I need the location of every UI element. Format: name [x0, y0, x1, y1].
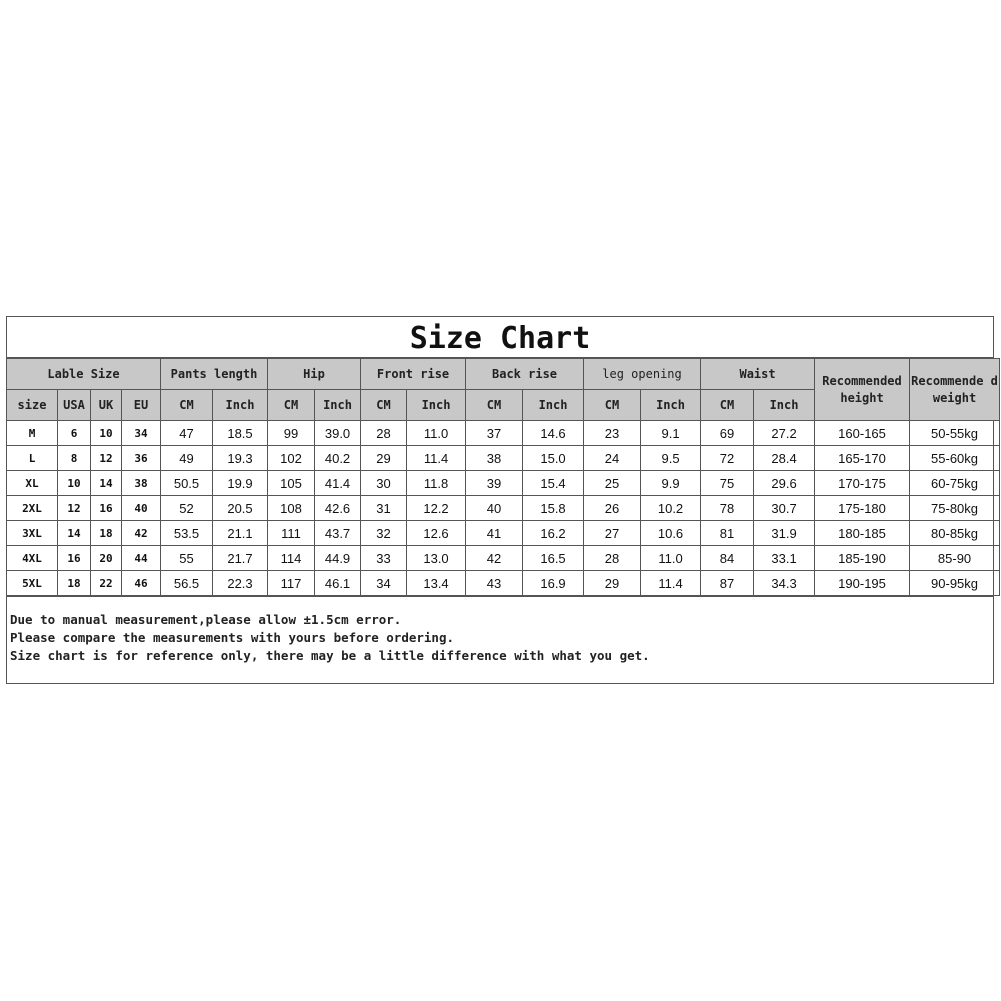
- subheader-cm: CM: [466, 390, 523, 421]
- cell-front-rise-cm: 34: [361, 571, 407, 596]
- cell-back-rise-inch: 16.5: [523, 546, 584, 571]
- cell-front-rise-inch: 13.4: [407, 571, 466, 596]
- cell-leg-opening-inch: 10.2: [641, 496, 701, 521]
- cell-hip-inch: 43.7: [315, 521, 361, 546]
- cell-hip-inch: 39.0: [315, 421, 361, 446]
- subheader-inch: Inch: [754, 390, 815, 421]
- subheader-eu: EU: [122, 390, 161, 421]
- table-row: [7, 546, 1000, 571]
- header-back-rise: Back rise: [466, 359, 584, 390]
- table-row: [7, 521, 1000, 546]
- cell-hip-cm: 114: [268, 546, 315, 571]
- cell-leg-opening-cm: 23: [584, 421, 641, 446]
- cell-hip-cm: 99: [268, 421, 315, 446]
- note-line: Size chart is for reference only, there may be a little difference with what you get.: [10, 648, 650, 663]
- cell-hip-cm: 108: [268, 496, 315, 521]
- cell-front-rise-cm: 30: [361, 471, 407, 496]
- cell-size: M: [7, 421, 58, 446]
- cell-eu: 46: [122, 571, 161, 596]
- chart-title: Size Chart: [7, 317, 993, 358]
- cell-leg-opening-inch: 11.0: [641, 546, 701, 571]
- cell-waist-cm: 72: [701, 446, 754, 471]
- cell-leg-opening-inch: 9.1: [641, 421, 701, 446]
- cell-pants-length-inch: 21.1: [213, 521, 268, 546]
- cell-pants-length-cm: 50.5: [161, 471, 213, 496]
- cell-size: L: [7, 446, 58, 471]
- cell-hip-cm: 105: [268, 471, 315, 496]
- cell-front-rise-inch: 11.8: [407, 471, 466, 496]
- cell-waist-cm: 84: [701, 546, 754, 571]
- cell-size: XL: [7, 471, 58, 496]
- cell-uk: 16: [91, 496, 122, 521]
- cell-uk: 12: [91, 446, 122, 471]
- cell-waist-cm: 81: [701, 521, 754, 546]
- cell-waist-inch: 29.6: [754, 471, 815, 496]
- notes: [7, 596, 993, 665]
- subheader-cm: CM: [701, 390, 754, 421]
- subheader-cm: CM: [584, 390, 641, 421]
- cell-pants-length-inch: 19.3: [213, 446, 268, 471]
- cell-front-rise-inch: 11.4: [407, 446, 466, 471]
- cell-size: 2XL: [7, 496, 58, 521]
- cell-leg-opening-inch: 9.9: [641, 471, 701, 496]
- cell-leg-opening-cm: 24: [584, 446, 641, 471]
- cell-uk: 14: [91, 471, 122, 496]
- subheader-cm: CM: [268, 390, 315, 421]
- cell-recommended-height: 160-165: [815, 421, 910, 446]
- cell-recommended-weight: 90-95kg: [910, 571, 1000, 596]
- cell-waist-inch: 30.7: [754, 496, 815, 521]
- cell-leg-opening-cm: 25: [584, 471, 641, 496]
- cell-front-rise-inch: 12.2: [407, 496, 466, 521]
- cell-back-rise-cm: 40: [466, 496, 523, 521]
- header-hip: Hip: [268, 359, 361, 390]
- cell-uk: 10: [91, 421, 122, 446]
- cell-recommended-weight: 60-75kg: [910, 471, 1000, 496]
- cell-recommended-height: 175-180: [815, 496, 910, 521]
- cell-front-rise-cm: 33: [361, 546, 407, 571]
- cell-hip-inch: 42.6: [315, 496, 361, 521]
- cell-recommended-weight: 75-80kg: [910, 496, 1000, 521]
- cell-leg-opening-cm: 29: [584, 571, 641, 596]
- cell-usa: 12: [58, 496, 91, 521]
- cell-eu: 34: [122, 421, 161, 446]
- cell-size: 5XL: [7, 571, 58, 596]
- header-pants-length: Pants length: [161, 359, 268, 390]
- subheader-cm: CM: [361, 390, 407, 421]
- cell-recommended-height: 165-170: [815, 446, 910, 471]
- header-label-size: Lable Size: [7, 359, 161, 390]
- cell-leg-opening-cm: 27: [584, 521, 641, 546]
- cell-eu: 40: [122, 496, 161, 521]
- cell-front-rise-inch: 13.0: [407, 546, 466, 571]
- cell-uk: 20: [91, 546, 122, 571]
- cell-recommended-height: 180-185: [815, 521, 910, 546]
- cell-back-rise-cm: 39: [466, 471, 523, 496]
- cell-hip-inch: 41.4: [315, 471, 361, 496]
- subheader-usa: USA: [58, 390, 91, 421]
- cell-usa: 14: [58, 521, 91, 546]
- cell-hip-inch: 40.2: [315, 446, 361, 471]
- header-row-groups: [7, 359, 1000, 390]
- note-line: Please compare the measurements with yours before ordering.: [10, 630, 455, 645]
- cell-waist-inch: 31.9: [754, 521, 815, 546]
- cell-leg-opening-cm: 26: [584, 496, 641, 521]
- cell-back-rise-cm: 43: [466, 571, 523, 596]
- cell-back-rise-inch: 14.6: [523, 421, 584, 446]
- cell-hip-cm: 111: [268, 521, 315, 546]
- cell-uk: 18: [91, 521, 122, 546]
- cell-front-rise-cm: 28: [361, 421, 407, 446]
- cell-pants-length-cm: 52: [161, 496, 213, 521]
- subheader-inch: Inch: [213, 390, 268, 421]
- cell-hip-cm: 102: [268, 446, 315, 471]
- cell-usa: 18: [58, 571, 91, 596]
- table-row: [7, 446, 1000, 471]
- cell-recommended-height: 170-175: [815, 471, 910, 496]
- cell-waist-cm: 75: [701, 471, 754, 496]
- cell-waist-inch: 34.3: [754, 571, 815, 596]
- cell-front-rise-cm: 32: [361, 521, 407, 546]
- cell-leg-opening-inch: 11.4: [641, 571, 701, 596]
- cell-front-rise-cm: 31: [361, 496, 407, 521]
- cell-recommended-height: 185-190: [815, 546, 910, 571]
- header-recommended-height: Recommended height: [815, 359, 910, 421]
- cell-back-rise-cm: 38: [466, 446, 523, 471]
- subheader-uk: UK: [91, 390, 122, 421]
- cell-waist-inch: 33.1: [754, 546, 815, 571]
- cell-recommended-weight: 50-55kg: [910, 421, 1000, 446]
- cell-pants-length-cm: 56.5: [161, 571, 213, 596]
- cell-usa: 6: [58, 421, 91, 446]
- cell-recommended-height: 190-195: [815, 571, 910, 596]
- cell-pants-length-cm: 47: [161, 421, 213, 446]
- header-front-rise: Front rise: [361, 359, 466, 390]
- note-line: Due to manual measurement,please allow ±1.5cm error.: [10, 612, 402, 627]
- subheader-inch: Inch: [641, 390, 701, 421]
- subheader-cm: CM: [161, 390, 213, 421]
- cell-front-rise-inch: 11.0: [407, 421, 466, 446]
- cell-usa: 8: [58, 446, 91, 471]
- cell-size: 3XL: [7, 521, 58, 546]
- subheader-inch: Inch: [407, 390, 466, 421]
- cell-pants-length-inch: 20.5: [213, 496, 268, 521]
- cell-back-rise-cm: 42: [466, 546, 523, 571]
- cell-eu: 36: [122, 446, 161, 471]
- cell-pants-length-cm: 49: [161, 446, 213, 471]
- cell-recommended-weight: 85-90: [910, 546, 1000, 571]
- cell-eu: 42: [122, 521, 161, 546]
- header-recommended-weight: Recommende d weight: [910, 359, 1000, 421]
- cell-leg-opening-cm: 28: [584, 546, 641, 571]
- table-row: [7, 471, 1000, 496]
- cell-hip-inch: 46.1: [315, 571, 361, 596]
- cell-back-rise-inch: 15.0: [523, 446, 584, 471]
- cell-hip-inch: 44.9: [315, 546, 361, 571]
- cell-front-rise-cm: 29: [361, 446, 407, 471]
- cell-pants-length-inch: 19.9: [213, 471, 268, 496]
- table-row: [7, 421, 1000, 446]
- cell-eu: 44: [122, 546, 161, 571]
- cell-back-rise-inch: 16.2: [523, 521, 584, 546]
- size-chart: [6, 316, 998, 684]
- header-waist: Waist: [701, 359, 815, 390]
- cell-recommended-weight: 80-85kg: [910, 521, 1000, 546]
- cell-pants-length-cm: 55: [161, 546, 213, 571]
- cell-pants-length-inch: 18.5: [213, 421, 268, 446]
- cell-pants-length-inch: 21.7: [213, 546, 268, 571]
- cell-back-rise-cm: 37: [466, 421, 523, 446]
- table-row: [7, 496, 1000, 521]
- cell-leg-opening-inch: 10.6: [641, 521, 701, 546]
- cell-pants-length-cm: 53.5: [161, 521, 213, 546]
- cell-waist-inch: 27.2: [754, 421, 815, 446]
- cell-waist-cm: 69: [701, 421, 754, 446]
- header-leg-opening: leg opening: [584, 359, 701, 390]
- subheader-inch: Inch: [523, 390, 584, 421]
- cell-waist-cm: 78: [701, 496, 754, 521]
- cell-back-rise-inch: 16.9: [523, 571, 584, 596]
- table-row: [7, 571, 1000, 596]
- cell-hip-cm: 117: [268, 571, 315, 596]
- cell-pants-length-inch: 22.3: [213, 571, 268, 596]
- cell-waist-inch: 28.4: [754, 446, 815, 471]
- cell-front-rise-inch: 12.6: [407, 521, 466, 546]
- cell-usa: 10: [58, 471, 91, 496]
- cell-usa: 16: [58, 546, 91, 571]
- cell-leg-opening-inch: 9.5: [641, 446, 701, 471]
- subheader-size: size: [7, 390, 58, 421]
- cell-eu: 38: [122, 471, 161, 496]
- subheader-inch: Inch: [315, 390, 361, 421]
- cell-back-rise-inch: 15.8: [523, 496, 584, 521]
- cell-size: 4XL: [7, 546, 58, 571]
- size-table: [6, 358, 1000, 596]
- cell-uk: 22: [91, 571, 122, 596]
- cell-back-rise-inch: 15.4: [523, 471, 584, 496]
- cell-recommended-weight: 55-60kg: [910, 446, 1000, 471]
- cell-waist-cm: 87: [701, 571, 754, 596]
- cell-back-rise-cm: 41: [466, 521, 523, 546]
